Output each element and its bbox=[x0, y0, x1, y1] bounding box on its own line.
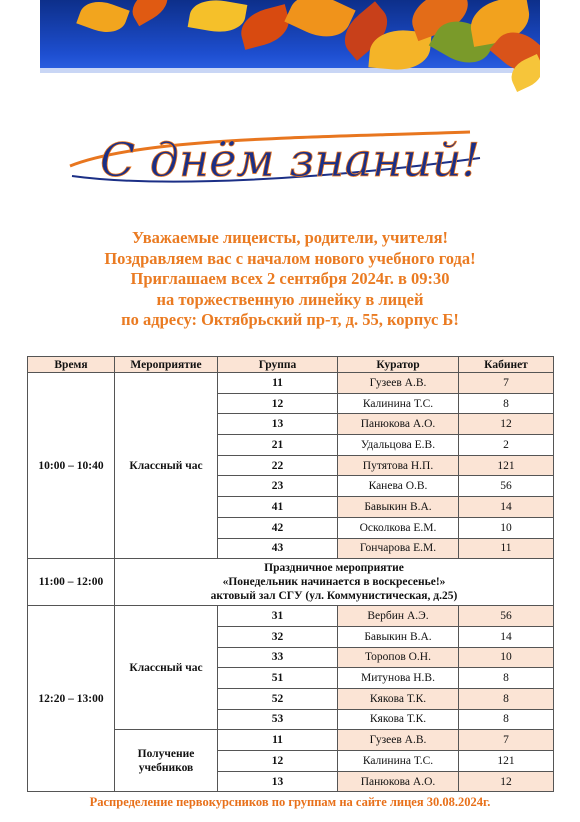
curator-cell: Торопов О.Н. bbox=[338, 647, 459, 668]
room-cell: 121 bbox=[459, 751, 554, 772]
table-row bbox=[28, 606, 554, 627]
header-room: Кабинет bbox=[459, 357, 554, 373]
event-cell: Классный час bbox=[115, 373, 218, 559]
room-cell: 11 bbox=[459, 538, 554, 559]
greeting-swash bbox=[0, 118, 580, 198]
group-cell: 52 bbox=[218, 688, 338, 709]
event-cell: Получение учебников bbox=[115, 730, 218, 792]
room-cell: 7 bbox=[459, 730, 554, 751]
group-cell: 32 bbox=[218, 626, 338, 647]
curator-cell: Гузеев А.В. bbox=[338, 730, 459, 751]
header-event: Мероприятие bbox=[115, 357, 218, 373]
group-cell: 11 bbox=[218, 730, 338, 751]
room-cell: 56 bbox=[459, 606, 554, 627]
curator-cell: Бавыкин В.А. bbox=[338, 497, 459, 518]
group-cell: 41 bbox=[218, 497, 338, 518]
time-cell: 12:20 – 13:00 bbox=[28, 606, 115, 792]
group-cell: 22 bbox=[218, 455, 338, 476]
curator-cell: Панюкова А.О. bbox=[338, 771, 459, 792]
curator-cell: Митунова Н.В. bbox=[338, 668, 459, 689]
time-cell: 11:00 – 12:00 bbox=[28, 559, 115, 606]
group-cell: 12 bbox=[218, 751, 338, 772]
curator-cell: Вербин А.Э. bbox=[338, 606, 459, 627]
event-line: Праздничное мероприятие bbox=[264, 562, 404, 575]
intro-line: Приглашаем всех 2 сентября 2024г. в 09:30 bbox=[130, 269, 450, 289]
group-cell: 31 bbox=[218, 606, 338, 627]
curator-cell: Бавыкин В.А. bbox=[338, 626, 459, 647]
room-cell: 12 bbox=[459, 771, 554, 792]
room-cell: 8 bbox=[459, 688, 554, 709]
curator-cell: Канева О.В. bbox=[338, 476, 459, 497]
curator-cell: Удальцова Е.В. bbox=[338, 435, 459, 456]
curator-cell: Калинина Т.С. bbox=[338, 751, 459, 772]
curator-cell: Калинина Т.С. bbox=[338, 393, 459, 414]
autumn-leaves-banner bbox=[40, 0, 540, 100]
group-cell: 13 bbox=[218, 771, 338, 792]
group-cell: 11 bbox=[218, 373, 338, 394]
header-curator: Куратор bbox=[338, 357, 459, 373]
group-cell: 33 bbox=[218, 647, 338, 668]
room-cell: 8 bbox=[459, 393, 554, 414]
intro-text bbox=[0, 228, 580, 331]
intro-line: Поздравляем вас с началом нового учебного года! bbox=[104, 248, 476, 268]
room-cell: 56 bbox=[459, 476, 554, 497]
room-cell: 8 bbox=[459, 709, 554, 730]
curator-cell: Путятова Н.П. bbox=[338, 455, 459, 476]
room-cell: 10 bbox=[459, 647, 554, 668]
room-cell: 14 bbox=[459, 626, 554, 647]
table-row bbox=[28, 373, 554, 394]
schedule-table bbox=[27, 356, 554, 792]
room-cell: 10 bbox=[459, 517, 554, 538]
group-cell: 21 bbox=[218, 435, 338, 456]
curator-cell: Панюкова А.О. bbox=[338, 414, 459, 435]
group-cell: 53 bbox=[218, 709, 338, 730]
intro-line: на торжественную линейку в лицей bbox=[156, 289, 424, 309]
group-cell: 23 bbox=[218, 476, 338, 497]
holiday-event-cell bbox=[115, 559, 554, 606]
footer-note: Распределение первокурсников по группам на сайте лицея 30.08.2024г. bbox=[89, 795, 491, 809]
greeting-heading bbox=[0, 118, 580, 198]
table-row bbox=[28, 559, 554, 606]
group-cell: 13 bbox=[218, 414, 338, 435]
curator-cell: Осколкова Е.М. bbox=[338, 517, 459, 538]
room-cell: 7 bbox=[459, 373, 554, 394]
event-cell: Классный час bbox=[115, 606, 218, 730]
room-cell: 121 bbox=[459, 455, 554, 476]
curator-cell: Кякова Т.К. bbox=[338, 688, 459, 709]
group-cell: 51 bbox=[218, 668, 338, 689]
room-cell: 14 bbox=[459, 497, 554, 518]
curator-cell: Гузеев А.В. bbox=[338, 373, 459, 394]
header-group: Группа bbox=[218, 357, 338, 373]
leaf-icon bbox=[126, 0, 174, 26]
leaf-icon bbox=[76, 0, 129, 39]
group-cell: 42 bbox=[218, 517, 338, 538]
leaf-icon bbox=[188, 0, 248, 37]
table-header-row bbox=[28, 357, 554, 373]
group-cell: 43 bbox=[218, 538, 338, 559]
group-cell: 12 bbox=[218, 393, 338, 414]
event-line: актовый зал СГУ (ул. Коммунистическая, д.25) bbox=[210, 590, 458, 603]
curator-cell: Кякова Т.К. bbox=[338, 709, 459, 730]
intro-line: Уважаемые лицеисты, родители, учителя! bbox=[131, 228, 449, 247]
room-cell: 12 bbox=[459, 414, 554, 435]
greeting-text: С днём знаний! bbox=[99, 133, 481, 187]
event-line: «Понедельник начинается в воскресенье!» bbox=[222, 576, 446, 589]
curator-cell: Гончарова Е.М. bbox=[338, 538, 459, 559]
banner-stripe bbox=[40, 68, 540, 73]
time-cell: 10:00 – 10:40 bbox=[28, 373, 115, 559]
header-time: Время bbox=[28, 357, 115, 373]
intro-line: по адресу: Октябрьский пр-т, д. 55, корпус Б! bbox=[121, 310, 459, 330]
room-cell: 8 bbox=[459, 668, 554, 689]
room-cell: 2 bbox=[459, 435, 554, 456]
